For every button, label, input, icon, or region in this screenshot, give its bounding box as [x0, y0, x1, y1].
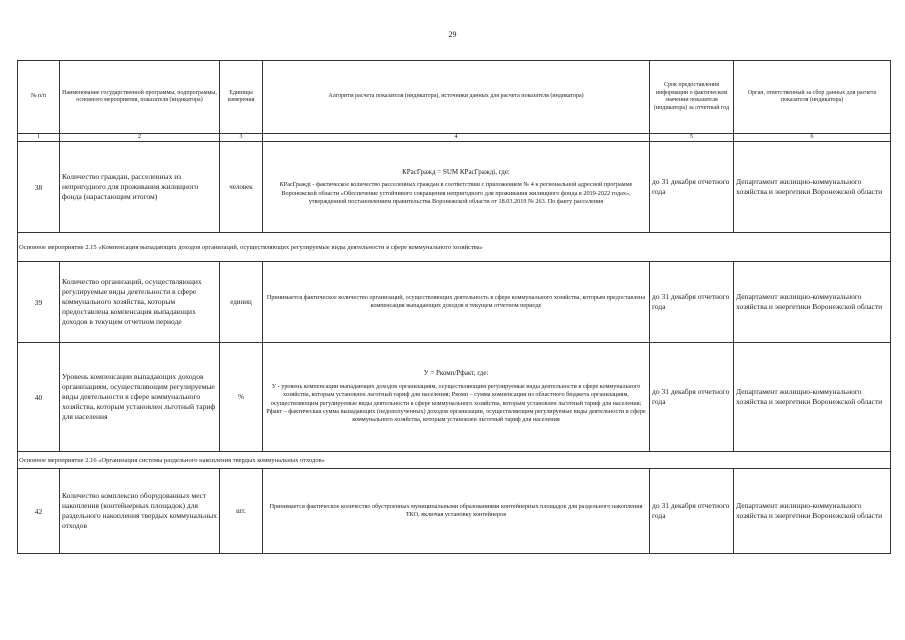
responsible-org: Департамент жилищно-коммунального хозяйства и энергетики Воронежской области — [734, 469, 891, 554]
column-number-row — [18, 134, 891, 142]
section-row — [18, 452, 891, 469]
indicator-deadline: до 31 декабря отчетного года — [650, 343, 734, 452]
column-number: 1 — [18, 134, 60, 142]
indicator-algorithm — [263, 262, 650, 343]
header-unit: Единицы измерения — [220, 61, 263, 134]
indicator-name: Уровень компенсации выпадающих доходов организациям, осуществляющим регулируемые виды деятельности в сфере коммунального хозяйства, которым установлен льготный тариф для населения — [60, 343, 220, 452]
algorithm-text: Принимается фактическое количество организаций, осуществляющих деятельность в сфере коммунального хозяйства, которым предоставлена компенсация выпадающих доходов в текущем отчетном периоде — [266, 293, 646, 309]
header-deadline: Срок предоставления информации о фактическом значении показателя (индикатора) за отчетный год — [650, 61, 734, 134]
indicator-algorithm — [263, 469, 650, 554]
indicator-formula: У = Ркомп/Рфакт, где: — [423, 369, 489, 378]
column-number: 3 — [220, 134, 263, 142]
table-row — [18, 469, 891, 554]
algorithm-text: Принимается фактическое количество обустроенных муниципальными образованиями контейнерных площадок для раздельного накопления ТКО, включая установку контейнеров — [269, 502, 643, 518]
header-name: Наименование государственной программы, подпрограммы, основного мероприятия, показателя (индикатора) — [60, 61, 220, 134]
row-number: 39 — [18, 262, 60, 343]
responsible-org: Департамент жилищно-коммунального хозяйства и энергетики Воронежской области — [734, 142, 891, 233]
algorithm-text: У - уровень компенсации выпадающих доходов организациям, осуществляющим регулируемые виды деятельности в сфере коммунального хозяйства, которым установлен льготный тариф для населения; Ркомп – сумма компенсации из областного бюджета организациям, осуществляющим регулируемые виды деятельности в сфере коммунального хозяйства, которым установлен льготный тариф для населения; Рфакт – фактическая сумма выпадающих (недополученных) доходов организации, осуществляющим регулируемые виды деятельности в сфере коммунального хозяйства, которым установлен льготный тариф для населения — [266, 382, 646, 424]
indicator-deadline: до 31 декабря отчетного года — [650, 469, 734, 554]
indicator-deadline: до 31 декабря отчетного года — [650, 262, 734, 343]
column-number: 5 — [650, 134, 734, 142]
section-title: Основное мероприятие 2.16 «Организация системы раздельного накопления твердых коммунальных отходов» — [18, 452, 891, 469]
indicator-unit: % — [220, 343, 263, 452]
indicator-formula: КРасГражд = SUM КРасГраждi, где: — [402, 167, 510, 176]
indicator-algorithm — [263, 142, 650, 233]
responsible-org: Департамент жилищно-коммунального хозяйства и энергетики Воронежской области — [734, 343, 891, 452]
indicators-table — [17, 60, 891, 554]
indicator-algorithm — [263, 343, 650, 452]
indicator-unit: человек — [220, 142, 263, 233]
row-number: 42 — [18, 469, 60, 554]
table-row — [18, 343, 891, 452]
table-row — [18, 262, 891, 343]
algorithm-text: КРасГраждi - фактическое количество расселенных граждан в соответствии с приложением № 4 к региональной адресной программе Воронежской области «Обеспечение устойчивого сокращения непригодного для проживания жилищного фонда в 2019-2022 годах», утвержденной постановлением правительства Воронежской области от 18.03.2019 № 263. По факту расселения — [279, 181, 633, 205]
row-number: 38 — [18, 142, 60, 233]
section-row — [18, 233, 891, 262]
section-title: Основное мероприятие 2.15 «Компенсация выпадающих доходов организаций, осуществляющих регулируемые виды деятельности в сфере коммунального хозяйства» — [18, 233, 891, 262]
indicator-name: Количество комплексно оборудованных мест накопления (контейнерных площадок) для раздельного накопления твердых коммунальных отходов — [60, 469, 220, 554]
indicator-name: Количество граждан, расселенных из непригодного для проживания жилищного фонда (нарастающим итогом) — [60, 142, 220, 233]
row-number: 40 — [18, 343, 60, 452]
column-number: 6 — [734, 134, 891, 142]
indicator-unit: шт. — [220, 469, 263, 554]
column-number: 4 — [263, 134, 650, 142]
indicator-name: Количество организаций, осуществляющих регулируемые виды деятельности в сфере коммунального хозяйства, которым предоставлена компенсация выпадающих доходов в текущем отчетном периоде — [60, 262, 220, 343]
page-number: 29 — [448, 30, 457, 39]
header-row — [18, 61, 891, 134]
indicator-unit: единиц — [220, 262, 263, 343]
responsible-org: Департамент жилищно-коммунального хозяйства и энергетики Воронежской области — [734, 262, 891, 343]
column-number: 2 — [60, 134, 220, 142]
table-row — [18, 142, 891, 233]
header-num: № п/п — [18, 61, 60, 134]
indicator-deadline: до 31 декабря отчетного года — [650, 142, 734, 233]
header-algorithm: Алгоритм расчета показателя (индикатора), источники данных для расчета показателя (индикатора) — [263, 61, 650, 134]
header-org: Орган, ответственный за сбор данных для расчета показателя (индикатора) — [734, 61, 891, 134]
